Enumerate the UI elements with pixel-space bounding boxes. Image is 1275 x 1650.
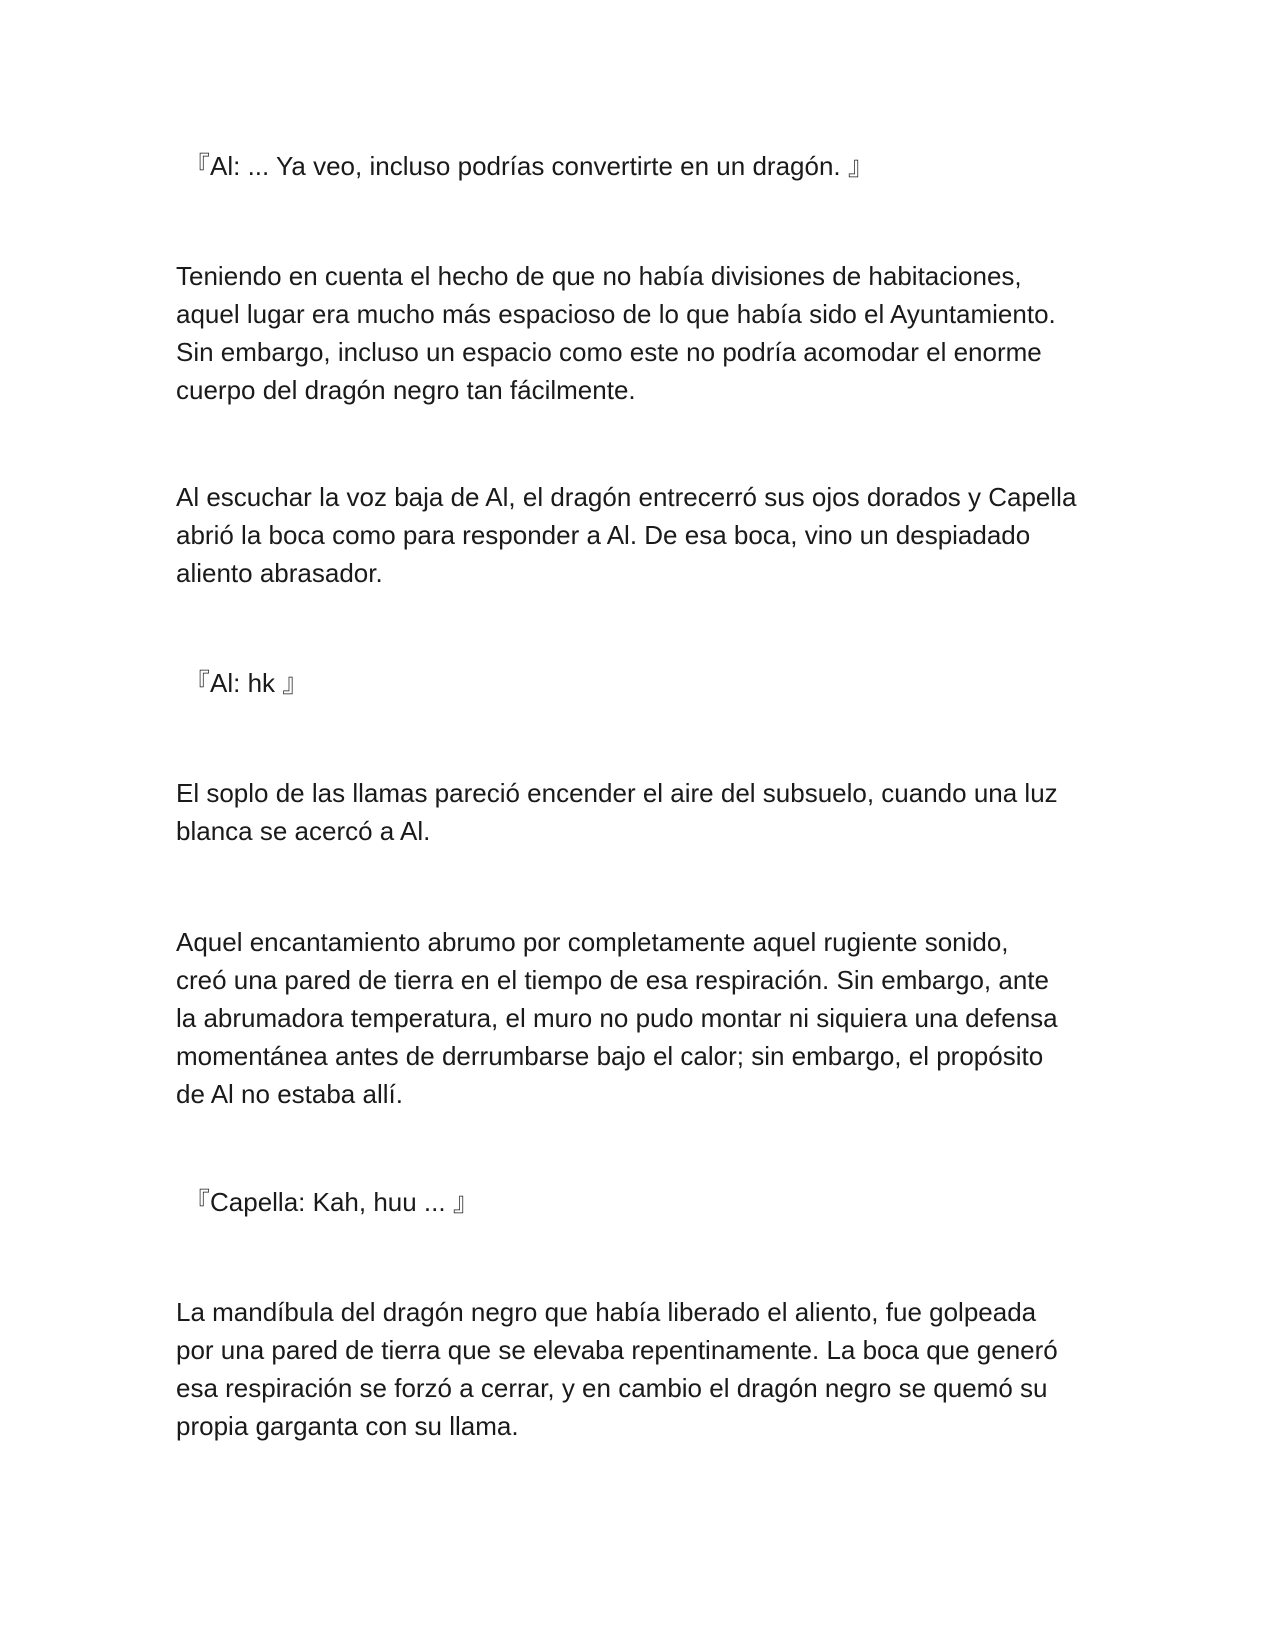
- dialogue-line: [184, 1183, 1124, 1221]
- paragraph: [176, 923, 1116, 1113]
- text-line: aliento abrasador.: [176, 558, 383, 588]
- dialogue-line: [184, 664, 1124, 702]
- text-line: El soplo de las llamas pareció encender el aire del subsuelo, cuando una luz: [176, 778, 1058, 808]
- text-line: Teniendo en cuenta el hecho de que no había divisiones de habitaciones,: [176, 261, 1022, 291]
- dialogue-line: [184, 147, 1124, 185]
- text-line: 『Al: hk 』: [184, 668, 309, 698]
- text-line: Sin embargo, incluso un espacio como este no podría acomodar el enorme: [176, 337, 1042, 367]
- paragraph: [176, 478, 1116, 592]
- text-line: la abrumadora temperatura, el muro no pudo montar ni siquiera una defensa: [176, 1003, 1058, 1033]
- text-line: creó una pared de tierra en el tiempo de esa respiración. Sin embargo, ante: [176, 965, 1049, 995]
- text-line: blanca se acercó a Al.: [176, 816, 431, 846]
- paragraph: [176, 1293, 1116, 1445]
- text-line: cuerpo del dragón negro tan fácilmente.: [176, 375, 636, 405]
- text-line: Aquel encantamiento abrumo por completamente aquel rugiente sonido,: [176, 927, 1009, 957]
- text-line: abrió la boca como para responder a Al. De esa boca, vino un despiadado: [176, 520, 1031, 550]
- paragraph: [176, 774, 1116, 850]
- text-line: La mandíbula del dragón negro que había liberado el aliento, fue golpeada: [176, 1297, 1037, 1327]
- text-line: de Al no estaba allí.: [176, 1079, 403, 1109]
- text-line: Al escuchar la voz baja de Al, el dragón entrecerró sus ojos dorados y Capella: [176, 482, 1077, 512]
- text-line: momentánea antes de derrumbarse bajo el calor; sin embargo, el propósito: [176, 1041, 1044, 1071]
- text-line: aquel lugar era mucho más espacioso de lo que había sido el Ayuntamiento.: [176, 299, 1056, 329]
- paragraph: [176, 257, 1116, 409]
- text-line: 『Al: ... Ya veo, incluso podrías convertirte en un dragón. 』: [184, 151, 874, 181]
- text-line: propia garganta con su llama.: [176, 1411, 519, 1441]
- text-line: esa respiración se forzó a cerrar, y en cambio el dragón negro se quemó su: [176, 1373, 1048, 1403]
- text-line: por una pared de tierra que se elevaba repentinamente. La boca que generó: [176, 1335, 1058, 1365]
- text-line: 『Capella: Kah, huu ... 』: [184, 1187, 479, 1217]
